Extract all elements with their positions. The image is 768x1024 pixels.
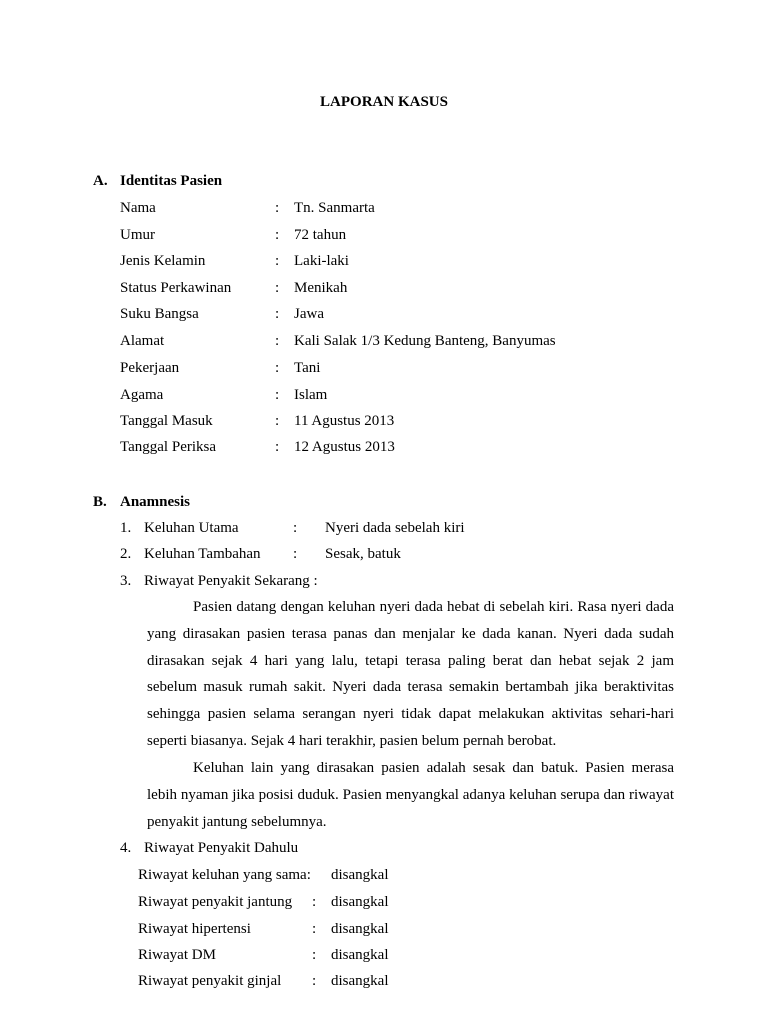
identity-value: 12 Agustus 2013 [294,439,395,455]
identity-label: Status Perkawinan [120,280,232,296]
section-a-letter: A. [93,173,108,189]
identity-separator: : [275,227,280,243]
history-label: Riwayat penyakit ginjal [138,973,282,989]
identity-label: Nama [120,200,156,216]
current-illness-heading: Riwayat Penyakit Sekarang : [144,573,318,589]
identity-label: Agama [120,387,164,403]
identity-label: Tanggal Periksa [120,439,217,455]
identity-value: 72 tahun [294,227,347,243]
section-a-heading: Identitas Pasien [120,173,223,189]
complaint-main-label: Keluhan Utama [144,520,239,536]
identity-label: Alamat [120,333,165,349]
current-illness-paragraph-1 [147,594,674,755]
paragraph-text: Keluhan lain yang dirasakan pasien adalah sesak dan batuk. Pasien merasa lebih nyaman jika posisi duduk. Pasien menyangkal adanya keluhan serupa dan riwayat penyakit jantung sebelumnya. [147,760,674,830]
paragraph-text: Pasien datang dengan keluhan nyeri dada hebat di sebelah kiri. Rasa nyeri dada yang dirasakan pasien terasa panas dan menjalar ke dada kanan. Nyeri dada sudah dirasakan sejak 4 hari yang lalu, tetapi terasa paling berat dan hebat sejak 2 jam sebelum masuk rumah sakit. Nyeri dada terasa semakin bertambah jika beraktivitas sehingga pasien selama serangan nyeri tidak dapat melakukan aktivitas sehari-hari seperti biasanya. Sejak 4 hari terakhir, pasien belum pernah berobat. [147,599,674,749]
history-separator: : [312,894,317,910]
history-separator: : [312,947,317,963]
identity-value: Jawa [294,306,324,322]
history-label: Riwayat hipertensi [138,921,251,937]
list-number: 4. [120,840,132,856]
list-number: 2. [120,546,132,562]
history-label: Riwayat keluhan yang sama: [138,867,311,883]
history-label: Riwayat DM [138,947,216,963]
identity-label: Umur [120,227,155,243]
history-value: disangkal [331,894,389,910]
history-value: disangkal [331,973,389,989]
identity-separator: : [275,253,280,269]
identity-value: 11 Agustus 2013 [294,413,395,429]
history-value: disangkal [331,867,389,883]
identity-value: Menikah [294,280,348,296]
history-value: disangkal [331,921,389,937]
complaint-additional-label: Keluhan Tambahan [144,546,261,562]
current-illness-paragraph-2 [147,755,674,835]
identity-value: Tani [294,360,321,376]
identity-separator: : [275,413,280,429]
identity-label: Suku Bangsa [120,306,199,322]
identity-separator: : [275,333,280,349]
identity-separator: : [275,439,280,455]
list-number: 1. [120,520,132,536]
history-value: disangkal [331,947,389,963]
history-separator: : [312,921,317,937]
section-b-heading: Anamnesis [120,494,191,510]
identity-label: Pekerjaan [120,360,180,376]
identity-separator: : [275,387,280,403]
document-title: LAPORAN KASUS [320,94,448,110]
identity-separator: : [275,280,280,296]
complaint-separator: : [293,546,298,562]
complaint-main-value: Nyeri dada sebelah kiri [325,520,465,536]
identity-value: Laki-laki [294,253,349,269]
identity-value: Islam [294,387,328,403]
identity-label: Tanggal Masuk [120,413,213,429]
section-b-letter: B. [93,494,107,510]
history-separator: : [312,973,317,989]
identity-value: Kali Salak 1/3 Kedung Banteng, Banyumas [294,333,556,349]
complaint-separator: : [293,520,298,536]
identity-separator: : [275,360,280,376]
identity-separator: : [275,306,280,322]
history-label: Riwayat penyakit jantung [138,894,293,910]
list-number: 3. [120,573,132,589]
identity-label: Jenis Kelamin [120,253,206,269]
identity-separator: : [275,200,280,216]
past-illness-heading: Riwayat Penyakit Dahulu [144,840,299,856]
complaint-additional-value: Sesak, batuk [325,546,401,562]
identity-value: Tn. Sanmarta [294,200,375,216]
